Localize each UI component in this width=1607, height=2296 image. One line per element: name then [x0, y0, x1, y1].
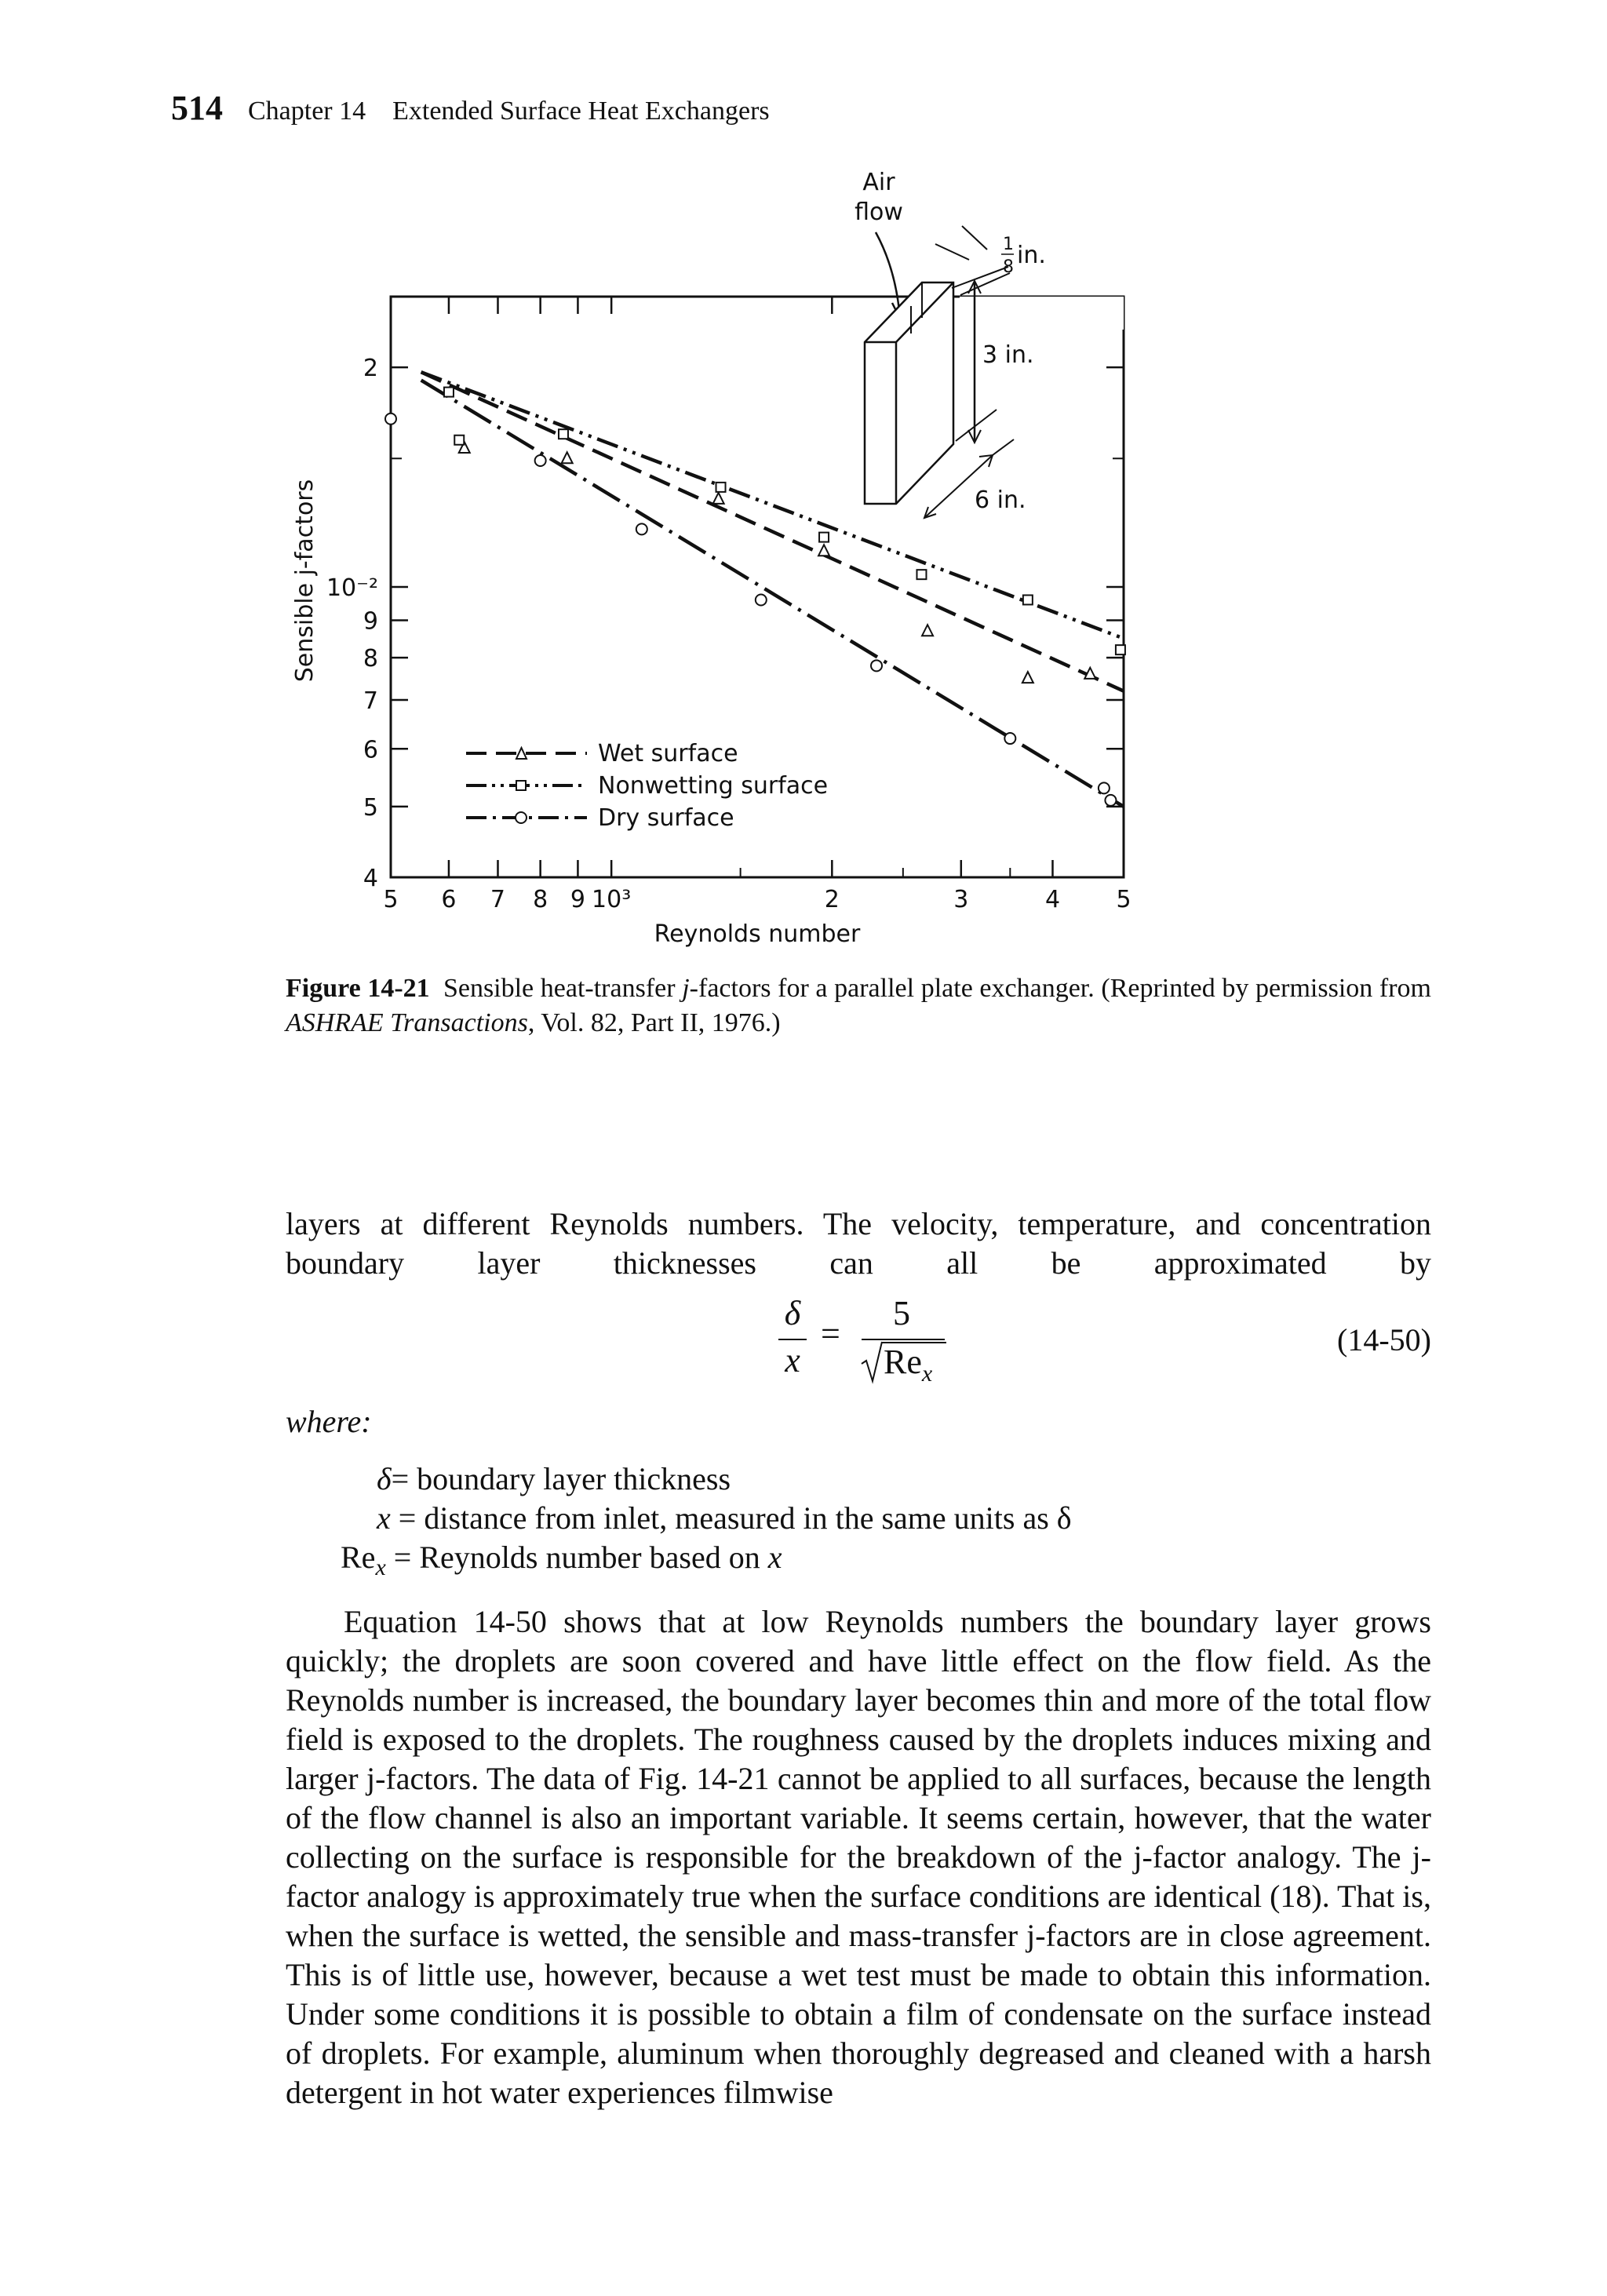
- caption-text-1: Sensible heat-transfer: [443, 974, 683, 1003]
- paragraph-main: Equation 14-50 shows that at low Reynolds numbers the boundary layer grows quickly; the droplets are soon covered and have little effect on the flow field. As the Reynolds number is increased, the boundary layer becomes thin and more of the total flow field is exposed to the droplets. The roughness caused by the droplets induces mixing and larger j-factors. The data of Fig. 14-21 cannot be applied to all surfaces, because the length of the flow channel is also an important variable. It seems certain, however, that the water collecting on the surface is responsible for the breakdown of the j-factor analogy. The j-factor analogy is approximately true when the surface conditions are identical (18). That is, when the surface is wetted, the sensible and mass-transfer j-factors are in close agreement. This is of little use, however, because a wet test must be made to obtain this information. Under some conditions it is possible to obtain a film of condensate on the surface instead of droplets. For example, aluminum when thoroughly degreased and cleaned with a harsh detergent in hot water experiences filmwise: [286, 1604, 1431, 2110]
- plate-body: [865, 282, 953, 504]
- eq-lhs-den: x: [785, 1341, 800, 1379]
- fit-line-wet-surface: [421, 372, 1124, 691]
- x-tick-label: 6: [441, 886, 457, 913]
- point-wet-surface: [562, 452, 573, 463]
- y-tick-label: 9: [363, 607, 378, 636]
- data-points: [385, 388, 1125, 806]
- figure-caption: [286, 971, 1431, 1040]
- fit-lines: [421, 372, 1124, 807]
- sqrt-sign: [860, 1340, 884, 1384]
- air-flow-arrow: [876, 232, 899, 311]
- point-nonwetting-surface: [559, 429, 568, 439]
- thickness-fraction-den: 8: [1003, 257, 1014, 277]
- legend-circle-marker: [516, 812, 527, 823]
- legend-triangle-marker: [516, 748, 527, 759]
- eq-equals: =: [821, 1314, 840, 1353]
- x-tick-label: 5: [1116, 886, 1131, 913]
- legend-nonwetting-label: Nonwetting surface: [598, 772, 829, 800]
- def-delta: δ= boundary layer thickness: [377, 1461, 731, 1496]
- legend: [466, 740, 828, 832]
- point-dry-surface: [871, 660, 882, 671]
- y-tick-label: 8: [363, 645, 378, 673]
- x-tick-label: 4: [1044, 886, 1061, 913]
- legend-wet-label: Wet surface: [598, 740, 738, 767]
- point-nonwetting-surface: [1116, 645, 1125, 654]
- x-tick-label: 10³: [592, 886, 632, 913]
- x-tick-label: 9: [570, 886, 585, 913]
- equation-number: (14-50): [1337, 1322, 1431, 1358]
- legend-square-marker: [516, 781, 526, 790]
- point-wet-surface: [818, 545, 829, 556]
- point-nonwetting-surface: [1023, 595, 1033, 604]
- y-tick-label: 6: [363, 736, 378, 764]
- fit-line-dry-surface: [421, 381, 1124, 807]
- point-dry-surface: [1099, 782, 1110, 793]
- def-rex: $Re_x$ = Reynolds number based on x: [341, 1540, 782, 1580]
- page-number: 514: [171, 89, 223, 127]
- page-header: [171, 88, 770, 135]
- point-dry-surface: [636, 523, 647, 534]
- caption-text-3: , Vol. 82, Part II, 1976.): [527, 1008, 781, 1037]
- air-flow-label-2: flow: [855, 199, 903, 226]
- y-tick-label: 7: [363, 687, 378, 716]
- point-wet-surface: [922, 625, 933, 636]
- point-nonwetting-surface: [916, 570, 926, 579]
- thickness-fraction-unit: in.: [1017, 242, 1046, 269]
- point-dry-surface: [385, 414, 396, 425]
- caption-journal: ASHRAE Transactions: [286, 1008, 528, 1037]
- figure-14-21: [267, 157, 1169, 949]
- y-tick-label: 4: [363, 865, 378, 892]
- caption-label: Figure 14-21: [286, 974, 430, 1003]
- equation-14-50: [286, 1293, 1431, 1395]
- height-dimension-label: 3 in.: [982, 341, 1034, 369]
- point-nonwetting-surface: [819, 533, 829, 542]
- point-wet-surface: [713, 493, 724, 504]
- y-axis-label: Sensible j-factors: [291, 479, 319, 683]
- eq-lhs-num: δ: [784, 1294, 801, 1332]
- y-tick-label: 2: [363, 355, 378, 383]
- x-tick-label: 7: [490, 886, 506, 913]
- paragraph-intro: layers at different Reynolds numbers. The velocity, temperature, and concentration boundary layer thicknesses can all be approximated by: [286, 1206, 1431, 1281]
- point-nonwetting-surface: [444, 388, 454, 397]
- caption-italic-j: j: [682, 974, 690, 1003]
- point-dry-surface: [1105, 795, 1116, 806]
- point-wet-surface: [1022, 672, 1033, 683]
- eq-rhs-num: 5: [893, 1294, 910, 1332]
- point-dry-surface: [756, 594, 767, 605]
- y-tick-label: 10⁻²: [326, 574, 378, 602]
- x-tick-label: 3: [953, 886, 969, 913]
- running-head: Chapter 14 Extended Surface Heat Exchangers: [248, 97, 770, 126]
- where-label: where:: [286, 1404, 372, 1439]
- point-nonwetting-surface: [716, 483, 726, 492]
- def-x: x = distance from inlet, measured in the same units as δ: [377, 1500, 1072, 1536]
- air-flow-label-1: Air: [862, 169, 895, 196]
- x-tick-label: 8: [533, 886, 548, 913]
- y-tick-label: 5: [363, 793, 378, 822]
- point-dry-surface: [535, 455, 546, 466]
- x-tick-label: 2: [824, 886, 840, 913]
- eq-rhs-sub: x: [921, 1360, 933, 1387]
- x-axis-label: Reynolds number: [654, 920, 861, 948]
- plate-inset: [855, 169, 1124, 518]
- thickness-fraction-num: 1: [1003, 235, 1014, 254]
- point-dry-surface: [1004, 733, 1015, 744]
- eq-rhs-den: $Re_x$: [884, 1343, 933, 1387]
- point-nonwetting-surface: [454, 436, 464, 445]
- length-dimension-label: 6 in.: [975, 487, 1026, 514]
- caption-text-2: -factors for a parallel plate exchanger. (Reprinted by permission from: [689, 974, 1431, 1003]
- legend-dry-label: Dry surface: [598, 804, 734, 832]
- x-tick-label: 5: [383, 886, 399, 913]
